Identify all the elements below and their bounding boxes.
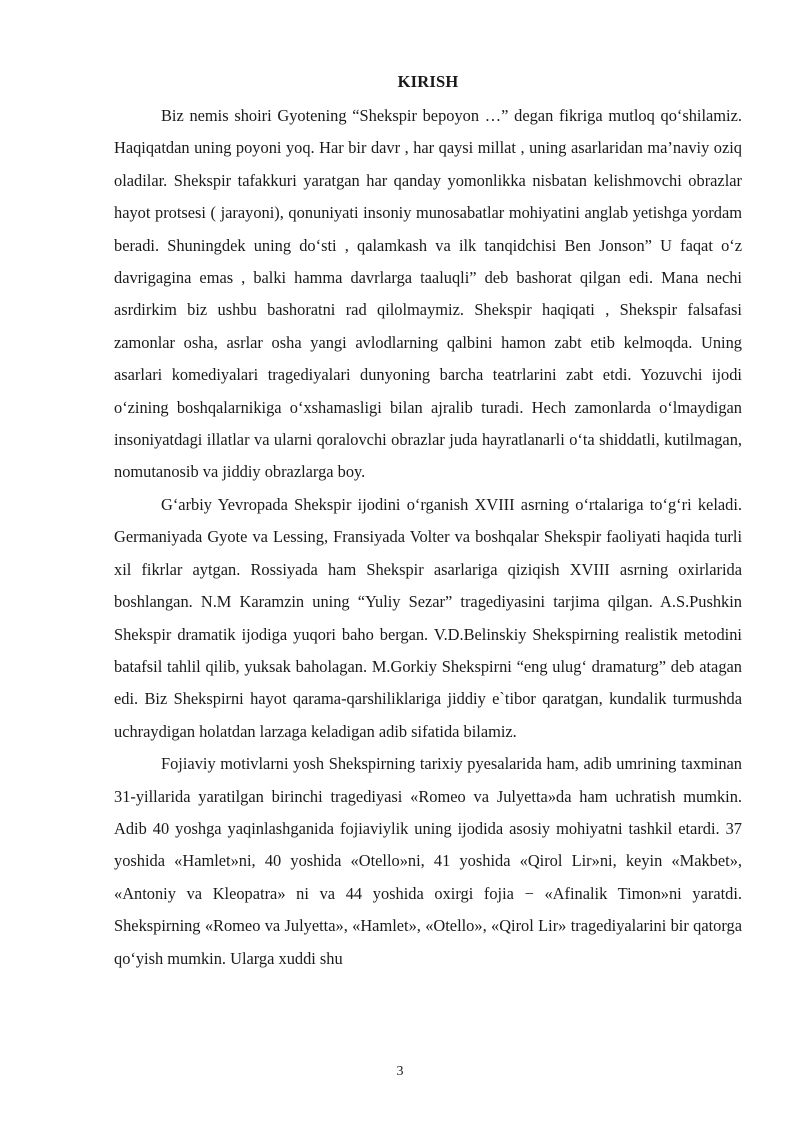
section-heading: KIRISH (397, 72, 459, 91)
document-page (114, 70, 742, 975)
paragraph: G‘arbiy Yevropada Shekspir ijodini o‘rganish XVIII asrning o‘rtalariga to‘g‘ri keladi. Germaniyada Gyote va Lessing, Fransiyada Volter va boshqalar Shekspir faoliyati haqida turli xil fikrlar aytgan. Rossiyada ham Shekspir asarlariga qiziqish XVIII asrning oxirlarida boshlangan. N.M Karamzin uning “Yuliy Sezar” tragediyasini tarjima qilgan. A.S.Pushkin Shekspir dramatik ijodiga yuqori baho bergan. V.D.Belinskiy Shekspirning realistik metodini batafsil tahlil qilib, yuksak baholagan. M.Gorkiy Shekspirni “eng ulug‘ dramaturg” deb atagan edi. Biz Shekspirni hayot qarama-qarshiliklariga jiddiy e`tibor qaratgan, kundalik turmushda uchraydigan holatdan larzaga keladigan adib sifatida bilamiz. (114, 494, 742, 741)
page-number: 3 (396, 1064, 404, 1079)
paragraph: Fojiaviy motivlarni yosh Shekspirning tarixiy pyesalarida ham, adib umrining taxminan 31-yillarida yaratilgan birinchi tragediyasi «Romeo va Julyetta»da ham uchratish mumkin. Adib 40 yoshga yaqinlashganida fojiaviylik uning ijodida asosiy mohiyatni tashkil etardi. 37 yoshida «Hamlet»ni, 40 yoshida «Otello»ni, 41 yoshida «Qirol Lir»ni, keyin «Makbet», «Antoniy va Kleopatra» ni va 44 yoshida oxirgi fojia − «Afinalik Timon»ni yaratdi. Shekspirning «Romeo va Julyetta», «Hamlet», «Otello», «Qirol Lir» tragediyalarini bir qatorga qo‘yish mumkin. Ularga xuddi shu (114, 754, 742, 968)
paragraph: Biz nemis shoiri Gyotening “Shekspir bepoyon …” degan fikriga mutloq qo‘shilamiz. Haqiqatdan uning poyoni yoq. Har bir davr , har qaysi millat , uning asarlaridan ma’naviy oziq oladilar. Shekspir tafakkuri yaratgan har qanday yomonlikka nisbatan kelishmovchi obrazlar hayot protsesi ( jarayoni), qonuniyati insoniy munosabatlar mohiyatini anglab yetishga yordam beradi. Shuningdek uning do‘sti , qalamkash va ilk tanqidchisi Ben Jonson” U faqat o‘z davrigagina emas , balki hamma davrlarga taaluqli” deb bashorat qilgan edi. Mana nechi asrdirkim biz ushbu bashoratni rad qilolmaymiz. Shekspir haqiqati , Shekspir falsafasi zamonlar osha, asrlar osha yangi avlodlarning qalbini hamon zabt etib kelmoqda. Uning asarlari komediyalari tragediyalari dunyoning barcha teatrlarini zabt etdi. Yozuvchi ijodi o‘zining boshqalarnikiga o‘xshamasligi bilan ajralib turadi. Hech zamonlarda o‘lmaydigan insoniyatdagi illatlar va ularni qoralovchi obrazlar juda hayratlanarli o‘ta shiddatli, kutilmagan, nomutanosib va jiddiy obrazlarga boy. (114, 106, 742, 482)
